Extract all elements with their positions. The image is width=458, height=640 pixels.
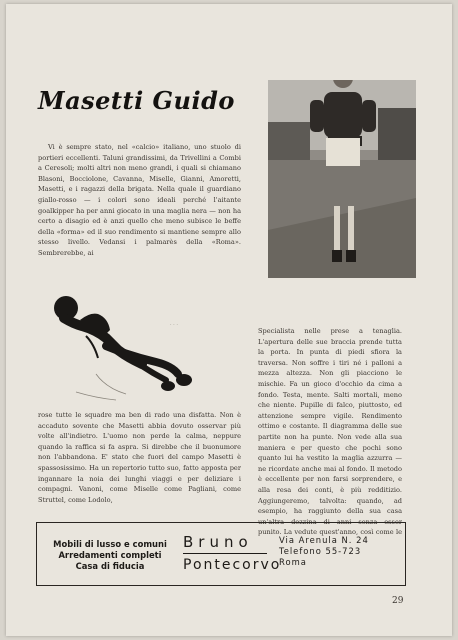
goalkeeper-photo xyxy=(268,80,416,278)
ad-brand-divider xyxy=(183,553,267,554)
diving-goalkeeper-drawing xyxy=(46,284,196,408)
article-title: Masetti Guido xyxy=(38,86,235,115)
ad-tagline-line-2: Arredamenti completi xyxy=(58,550,162,560)
ad-address xyxy=(279,535,369,568)
article-paragraph-1: Vi è sempre stato, nel «calcio» italiano, uno stuolo di portieri eccellenti. Taluni grandissimi, da Trivellini a Combi a Ceresoli; molti altri non meno grandi, i quali si chiamano Blasoni, Bocciolone, Cavanna, Miselle, Gianni, Amoretti, Masetti, e i ragazzi della brigata. Nella quale il guardiano giallo-rosso — i colori sono ideali perché l'aitante goalkipper ha per anni giocato in una maglia nera — non ha certo a disagio ed è anzi quello che meno subisce le beffe della «forma» ed il suo rendimento si mantiene sempre allo stesso livello. Vedansi i palmarès della «Roma». Sembrerebbe, ai xyxy=(38,143,241,257)
ad-address-city: Roma xyxy=(279,557,307,567)
ad-tagline-line-3: Casa di fiducia xyxy=(75,561,145,571)
article-paragraph-3: rose tutte le squadre ma ben di rado una disfatta. Non è accaduto sovente che Masetti abbia dovuto osservar più volte all'indietro. L'uomo non perde la calma, neppure quando la raffica si fa aspra. Si direbbe che il buonumore non l'abbandona. E' stato che fuori del campo Masetti è spassosissimo. Ha un repertorio tutto suo, fatto apposta per ingannare la noia dei lunghi viaggi e per deliziare i compagni. Vanoni, come Miselle come Pagliani, come Struttel, come Lodolo, xyxy=(38,411,241,504)
svg-text:· · ·: · · · xyxy=(170,322,178,328)
article-paragraph-2: Specialista nelle prese a tenaglia. L'apertura delle sue braccia prende tutta la porta. In punta di piedi sfiora la traversa. Non soffre i tiri né i palloni a mezza altezza. Non gli piacciono le mischie. Fa un gioco d'occhio da cima a fondo. Testa, mente. Salti mortali, meno che niente. Pupille di falco, piuttosto, ed attenzione sempre vigile. Rendimento ottimo e costante. Il diagramma delle sue partite non ha punte. Non vede alla sua maniera e per questo che pochi sono quanto lui ha vestito la maglia azzurra — ne ricordate anche mai al fondo. Il metodo è eccellente per non farsi sorprendere, e alla resa dei conti, è più redditizio. Aggiungeremo, talvolta: quando, ad esempio, ha raggiunto della sua casa un'altra dozzina di anni senza esser punito. La vedute quest'anno, così come le xyxy=(258,327,402,536)
ad-tagline xyxy=(45,539,175,572)
ad-brand-last-name: Pontecorvo xyxy=(183,557,282,573)
page-number: 29 xyxy=(392,596,404,606)
article-column-2 xyxy=(258,326,402,536)
ad-address-street: Via Arenula N. 24 xyxy=(279,535,369,545)
ad-brand-first-name: Bruno xyxy=(183,533,253,551)
goalkeeper-photo-illustration xyxy=(268,80,416,278)
article-column-1 xyxy=(38,142,241,292)
advertisement-box xyxy=(36,522,406,586)
ad-tagline-line-1: Mobili di lusso e comuni xyxy=(53,539,167,549)
goalkeeper-sketch xyxy=(46,284,196,408)
ad-address-phone: Telefono 55-723 xyxy=(279,546,362,556)
article-column-3 xyxy=(38,410,241,518)
